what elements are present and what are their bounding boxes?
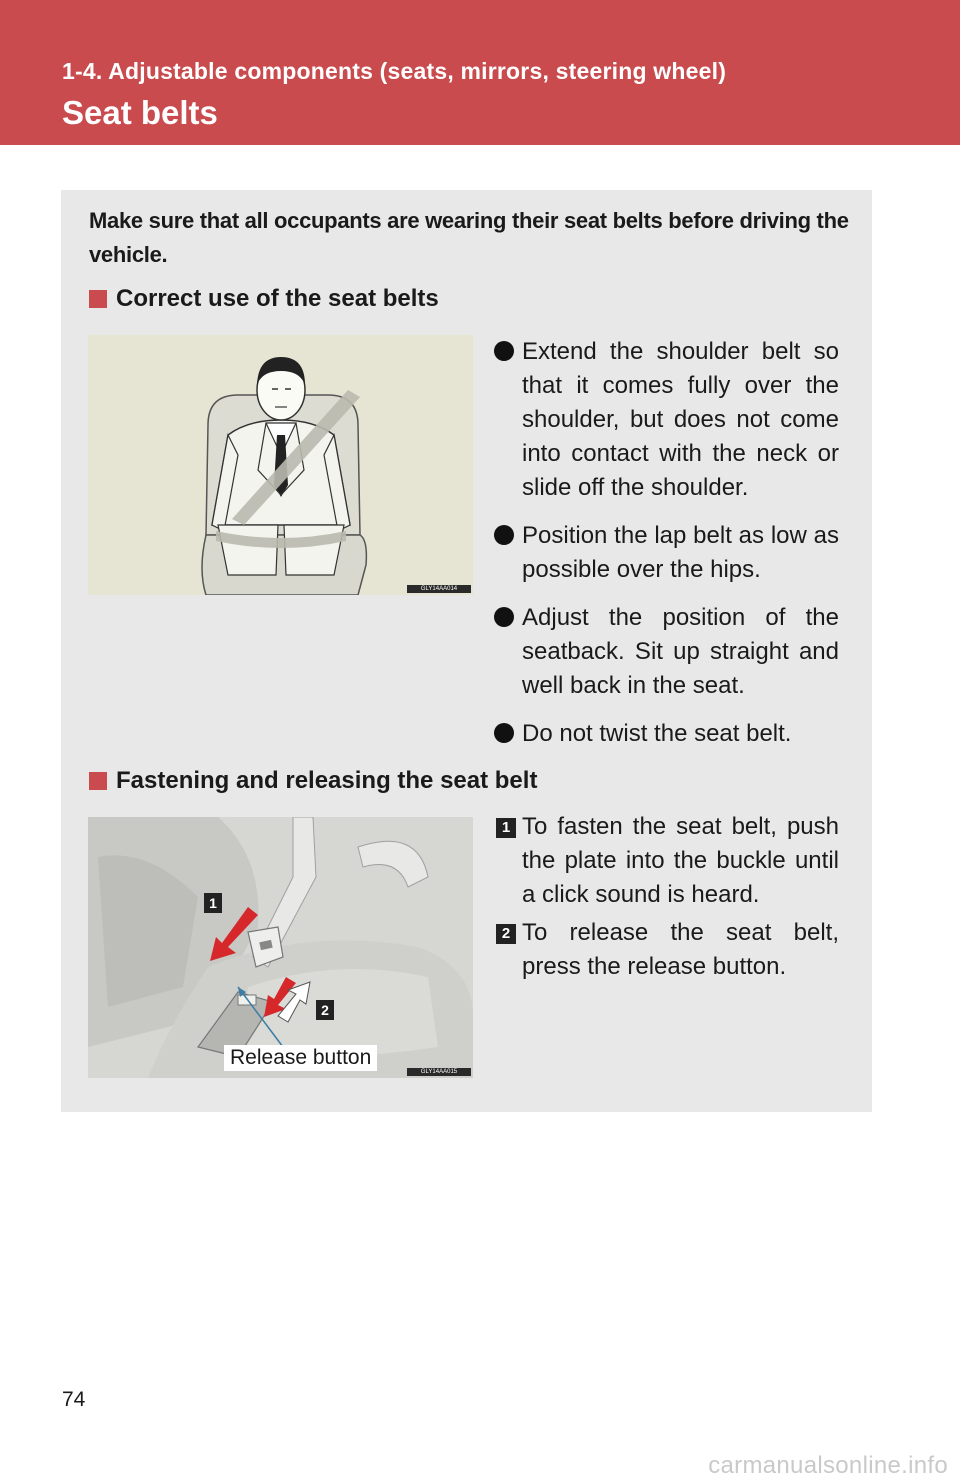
buckle-drawing (88, 817, 473, 1078)
list-item (494, 810, 839, 912)
bullet-dot-icon (494, 525, 514, 545)
page-header (0, 0, 960, 145)
correct-use-bullet-list (494, 335, 839, 765)
release-button-callout: Release button (224, 1045, 377, 1071)
subheading-fastening (89, 767, 537, 795)
figure-code: GLY14AA014 (407, 585, 471, 593)
figure-code: GLY14AA015 (407, 1068, 471, 1076)
square-bullet-icon (89, 290, 107, 308)
square-bullet-icon (89, 772, 107, 790)
buckle-illustration (88, 817, 473, 1078)
bullet-text: Position the lap belt as low as possible over the hips. (522, 522, 839, 583)
bullet-text: Do not twist the seat belt. (522, 720, 792, 747)
step-text: To fasten the seat belt, push the plate into the buckle until a click sound is heard. (522, 813, 839, 908)
section-title: 1-4. Adjustable components (seats, mirrors, steering wheel) (62, 58, 727, 84)
marker-1: 1 (209, 895, 217, 911)
seated-driver-illustration (88, 335, 473, 595)
bullet-dot-icon (494, 723, 514, 743)
intro-text: Make sure that all occupants are wearing their seat belts before driving the vehicle. (89, 208, 849, 267)
page-title: Seat belts (62, 94, 218, 131)
driver-seatbelt-drawing (88, 335, 473, 595)
marker-2: 2 (321, 1002, 329, 1018)
subheading-label: Fastening and releasing the seat belt (116, 767, 538, 794)
content-panel (61, 190, 872, 1112)
bullet-dot-icon (494, 341, 514, 361)
page-number: 74 (62, 1388, 86, 1411)
bullet-dot-icon (494, 607, 514, 627)
list-item (494, 916, 839, 984)
list-item (494, 335, 839, 505)
bullet-text: Adjust the position of the seatback. Sit up straight and well back in the seat. (522, 604, 839, 699)
fastening-step-list (494, 810, 839, 998)
subheading-correct-use (89, 285, 439, 313)
list-item (494, 717, 839, 751)
subheading-label: Correct use of the seat belts (116, 285, 439, 312)
list-item (494, 519, 839, 587)
step-text: To release the seat belt, press the release button. (522, 919, 839, 980)
watermark: carmanualsonline.info (708, 1452, 948, 1479)
bullet-text: Extend the shoulder belt so that it comes fully over the shoulder, but does not come into contact with the neck or slide off the shoulder. (522, 338, 839, 501)
list-item (494, 601, 839, 703)
step-number-badge: 2 (496, 924, 516, 944)
step-number-badge: 1 (496, 818, 516, 838)
